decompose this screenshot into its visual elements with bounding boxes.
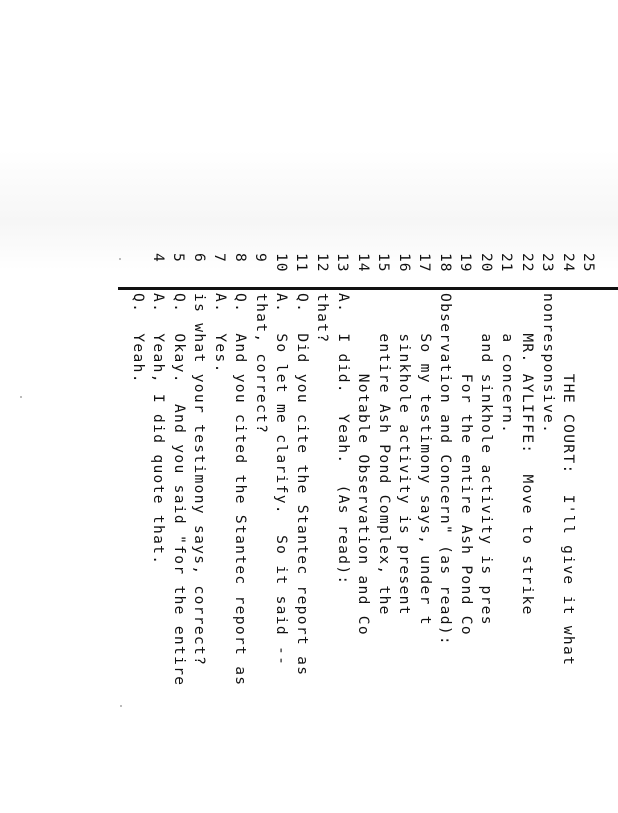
line-text: A. Yeah, I did quote that. bbox=[149, 293, 169, 565]
line-text: THE COURT: I'll give it what bbox=[559, 293, 579, 666]
line-number: 4 bbox=[148, 253, 168, 275]
line-number: 19 bbox=[456, 253, 476, 275]
line-number: 24 bbox=[558, 253, 578, 275]
scan-shading bbox=[0, 150, 618, 270]
rotated-transcript bbox=[166, 253, 618, 813]
line-number: 9 bbox=[251, 253, 271, 275]
line-text: A. So let me clarify. So it said -- bbox=[272, 293, 292, 666]
line-number: 14 bbox=[353, 253, 373, 275]
line-text: is what your testimony says, correct? bbox=[190, 293, 210, 666]
line-number: 25 bbox=[579, 253, 599, 275]
line-text: that? bbox=[313, 293, 333, 343]
line-text: A. Yes. bbox=[210, 293, 230, 374]
line-text: So my testimony says, under t bbox=[415, 293, 435, 626]
line-number: 22 bbox=[517, 253, 537, 275]
line-number: 11 bbox=[292, 253, 312, 275]
line-text: that, correct? bbox=[251, 293, 271, 434]
line-text: and sinkhole activity is pres bbox=[477, 293, 497, 626]
transcript-line bbox=[578, 253, 598, 813]
line-text: nonresponsive. bbox=[538, 293, 558, 434]
line-text: entire Ash Pond Complex, the bbox=[374, 293, 394, 616]
scan-speck bbox=[20, 396, 22, 398]
line-number: 8 bbox=[230, 253, 250, 275]
line-text: Q. Yeah. bbox=[128, 293, 148, 384]
line-text: Notable Observation and Co bbox=[354, 293, 374, 636]
line-text: Observation and Concern" (as read): bbox=[436, 293, 456, 646]
line-number: 23 bbox=[538, 253, 558, 275]
line-number: 13 bbox=[333, 253, 353, 275]
line-number: 20 bbox=[476, 253, 496, 275]
line-number: 6 bbox=[189, 253, 209, 275]
line-text: Q. And you cited the Stantec report as bbox=[231, 293, 251, 686]
line-number: 18 bbox=[435, 253, 455, 275]
line-number: 10 bbox=[271, 253, 291, 275]
scan-speck bbox=[119, 258, 121, 260]
line-number: 5 bbox=[169, 253, 189, 275]
line-number: 17 bbox=[415, 253, 435, 275]
line-text: MR. AYLIFFE: Move to strike bbox=[518, 293, 538, 616]
scan-speck bbox=[120, 705, 122, 707]
line-number: 7 bbox=[210, 253, 230, 275]
line-number: 12 bbox=[312, 253, 332, 275]
line-number: 16 bbox=[394, 253, 414, 275]
transcript-line bbox=[599, 253, 618, 813]
line-text: a concern. bbox=[497, 293, 517, 434]
line-text: For the entire Ash Pond Co bbox=[456, 293, 476, 636]
line-text: Q. Did you cite the Stantec report as bbox=[292, 293, 312, 676]
line-number: 21 bbox=[497, 253, 517, 275]
line-text: sinkhole activity is present bbox=[395, 293, 415, 616]
line-text: A. I did. Yeah. (As read): bbox=[333, 293, 353, 586]
line-number: 15 bbox=[374, 253, 394, 275]
line-text: Q. Okay. And you said "for the entire bbox=[169, 293, 189, 686]
